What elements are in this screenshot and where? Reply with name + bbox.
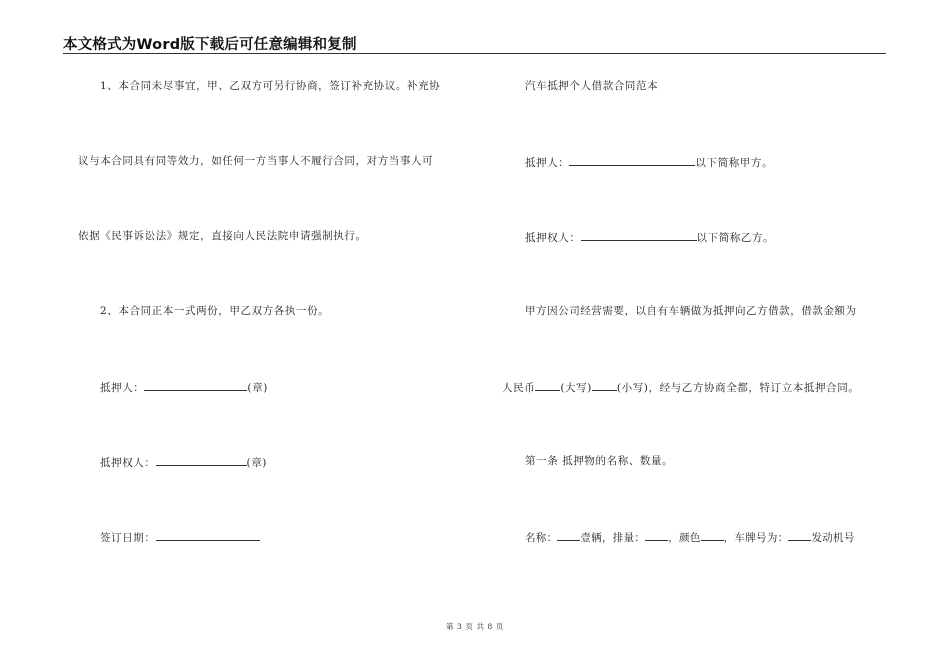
- vehicle-engine-label: 发动机号: [811, 532, 855, 544]
- right-mortgagor-blank[interactable]: [569, 154, 695, 166]
- right-purpose-line-1: 甲方因公司经营需要，以自有车辆做为抵押向乙方借款，借款金额为: [525, 305, 857, 317]
- vehicle-color-blank[interactable]: [701, 529, 724, 541]
- left-mortgagee-signature-line: [100, 454, 267, 470]
- vehicle-details-line: [525, 529, 855, 545]
- vehicle-name-label: 名称：: [525, 532, 558, 544]
- right-mortgagor-suffix: 以下简称甲方。: [695, 157, 774, 169]
- vehicle-name-blank[interactable]: [557, 529, 580, 541]
- page-footer-page-number: 第 3 页 共 8 页: [445, 622, 505, 631]
- right-purpose-line-2: [502, 379, 859, 395]
- currency-label: 人民币: [502, 382, 536, 394]
- page-header-title: 本文格式为Word版下载后可任意编辑和复制: [63, 37, 357, 53]
- mortgagee-label: 抵押权人：: [100, 457, 156, 469]
- right-mortgagee-line: [525, 229, 774, 245]
- amount-uppercase-blank[interactable]: [535, 379, 560, 391]
- left-paragraph-2: 2、本合同正本一式两份，甲乙双方各执一份。: [100, 305, 330, 317]
- vehicle-qty-label: 壹辆，排量：: [580, 532, 646, 544]
- vehicle-plate-blank[interactable]: [788, 529, 811, 541]
- left-paragraph-1-line-3: 依据《民事诉讼法》规定，直接向人民法院申请强制执行。: [78, 230, 367, 242]
- mortgagor-seal: (章): [247, 382, 268, 394]
- article-1-title: 第一条 抵押物的名称、数量。: [525, 455, 674, 467]
- amount-lowercase-blank[interactable]: [592, 379, 617, 391]
- mortgagor-label: 抵押人：: [100, 382, 145, 394]
- right-mortgagee-blank[interactable]: [581, 229, 697, 241]
- mortgagor-signature-blank[interactable]: [144, 379, 247, 391]
- vehicle-color-label: ，颜色: [668, 532, 701, 544]
- signing-date-blank[interactable]: [156, 529, 260, 541]
- left-mortgagor-signature-line: [100, 379, 268, 395]
- right-document-title: 汽车抵押个人借款合同范本: [525, 80, 659, 92]
- header-divider: [63, 53, 886, 54]
- uppercase-note: (大写): [560, 382, 592, 394]
- right-mortgagor-line: [525, 154, 773, 170]
- left-paragraph-1-line-2: 议与本合同具有同等效力，如任何一方当事人不履行合同，对方当事人可: [78, 155, 434, 167]
- right-mortgagor-label: 抵押人：: [525, 157, 570, 169]
- mortgagee-seal: (章): [246, 457, 267, 469]
- right-mortgagee-label: 抵押权人：: [525, 232, 581, 244]
- vehicle-displacement-blank[interactable]: [645, 529, 668, 541]
- lowercase-note: (小写)，经与乙方协商全都，特订立本抵押合同。: [616, 382, 860, 394]
- mortgagee-signature-blank[interactable]: [156, 454, 247, 466]
- left-signing-date-line: [100, 529, 260, 545]
- right-mortgagee-suffix: 以下简称乙方。: [696, 232, 775, 244]
- left-paragraph-1-line-1: 1、本合同未尽事宜，甲、乙双方可另行协商，签订补充协议。补充协: [100, 80, 441, 92]
- vehicle-plate-label: ，车牌号为：: [723, 532, 789, 544]
- signing-date-label: 签订日期：: [100, 532, 156, 544]
